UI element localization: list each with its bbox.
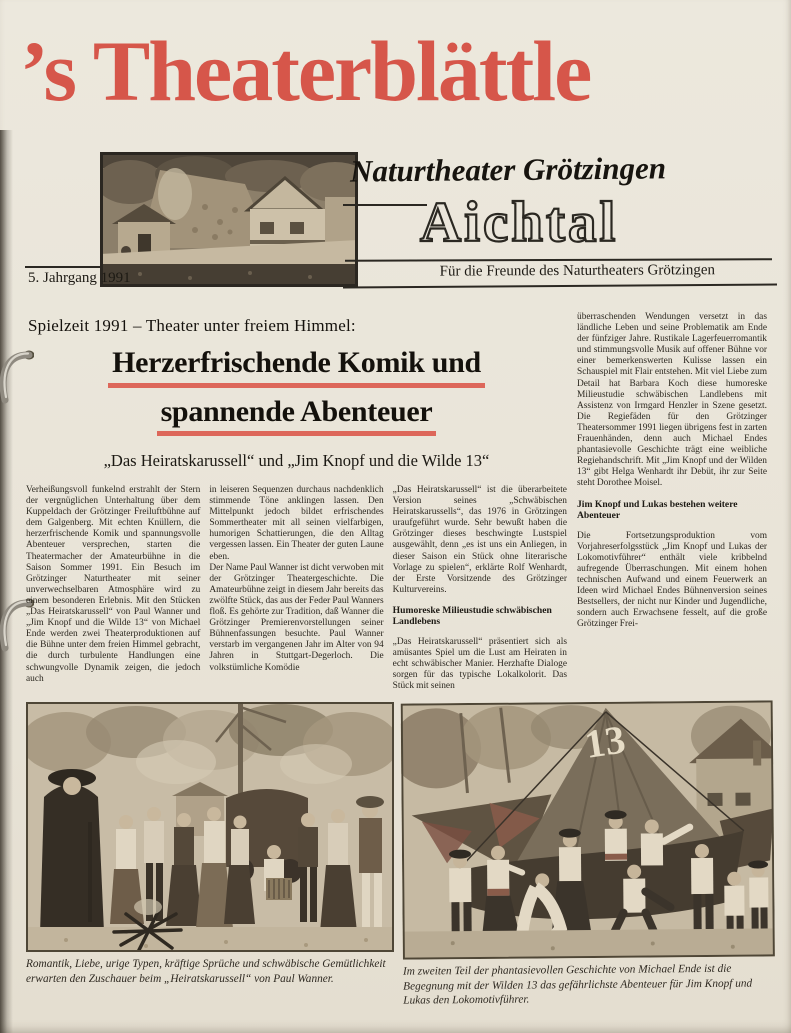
aichtal-logo: Aichtal (420, 191, 619, 254)
jim-knopf-photo (401, 701, 776, 1009)
paragraph: „Das Heiratskarussell“ präsentiert sich als amüsantes Spiel um die Lust am Heiraten in echt schwäbischer Manier. Herzhafte Dialoge sorgen für das typische Lokalkolorit. Das Stück mit seinen (392, 636, 567, 692)
newsletter-title: ’s Theaterblättle (20, 23, 591, 119)
text-column-3 (393, 485, 567, 692)
heiratskarussell-photo (26, 702, 394, 986)
subhead: „Das Heiratskarussell“ und „Jim Knopf und die Wilde 13“ (103, 451, 490, 470)
article-area (0, 306, 791, 1007)
issue-label: 5. Jahrgang 1991 (28, 270, 131, 286)
subsection-heading: Humoreske Milieustudie schwäbischen Landlebens (392, 604, 552, 628)
paragraph: Der Name Paul Wanner ist dicht verwoben mit der Grötzinger Theatergeschichte. Die Amateurbühne zeigt in diesem Jahr bereits das zwölfte Stück, das aus der Feder Paul Wanners floß. Es gehörte zur Tradition, daß Wanner die Grötzinger Premierenvorstellungen seiner Bühnenfassungen besuchte. Paul Wanner verstarb im vergangenen Jahr im Alter von 94 Jahren in Stuttgart-Degerloch. Die volkstümliche Komödie (209, 562, 384, 673)
rule-right-bottom (343, 283, 777, 288)
rule-right-top (345, 258, 772, 261)
rule-left (25, 266, 101, 268)
paragraph: „Das Heiratskarussell“ ist die überarbeitete Version seines „Schwäbischen Heiratskarussells“, das 1976 in Grötzingen uraufgeführt wurde. Sehr bewußt haben die Grötzinger dieses beschwingte Lustspiel ausgewählt, denn „es ist uns ein Anliegen, in dieser Saison ein Stück ohne literarische Vorlage zu spielen“, erklärte Rolf Wenhardt, der Erste Vorsitzende des Grötzinger Kulturvereins. (392, 485, 567, 595)
paragraph: überraschenden Wendungen versetzt in das ländliche Leben und seine Problematik am Ende der fünfziger Jahre. Rustikale Lagerfeuerromantik und stimmungsvolle Musik auf offener Bühne vor einer bemerkenswerten Kulisse lassen ein Schauspiel mit Flair entstehen. Mit viel Liebe zum Detail hat Barbara Koch diese humoreske Milieustudie schwäbischen Landlebens mit Assistenz von Irmgard Henzler in Szene gesetzt. Die Regiefäden für den Grötzinger Theatersommer 1991 liegen übrigens fest in zarten Frauenhänden, denn auch Michael Endes phantasievolle Geschichte trägt eine weibliche Regiehandschrift. Mit „Jim Knopf und der Wilden 13“ gibt Helga Wenhardt ihr Debüt, ihr zur Seite steht Dorothee Moisel. (577, 312, 767, 489)
logo-bar (343, 204, 427, 206)
photo-row (26, 702, 765, 1007)
text-column-2 (209, 485, 383, 692)
headline-line-2: spannende Abenteuer (157, 393, 437, 437)
tagline: Für die Freunde des Naturtheaters Grötzingen (439, 262, 716, 280)
kicker: Spielzeit 1991 – Theater unter freiem Himmel: (28, 316, 356, 335)
masthead-area (0, 0, 791, 306)
text-column-4 (577, 312, 767, 692)
subsection-heading: Jim Knopf und Lukas bestehen weitere Abenteuer (577, 498, 738, 521)
paragraph: in leiseren Sequenzen durchaus nachdenklich stimmende Töne anklingen lassen. Den Mittelpunkt jedoch bildet erfrischendes Sommertheater mit all seinen vielfarbigen, humorigen Schattierungen, die den Alltag vergessen lassen. Ein Theater der guten Laune eben. (209, 485, 384, 562)
headline-line-1: Herzerfrischende Komik und (108, 344, 485, 388)
paragraph: Verheißungsvoll funkelnd erstrahlt der Stern der vergnüglichen Unterhaltung über dem Kuppeldach der Grötzinger Freiluftbühne auf dem Galgenberg. Mit echten Knüllern, die herzerfrischende Komik und spannungsvolle Abenteuer versprechen, starten die Theatermacher der Amateurbühne in die Saison Sommer 1991. Ein Besuch im Grötzinger Naturtheater mit seiner unverwechselbaren Atmosphäre wird zu einem besonderen Erlebnis. Mit den Stücken „Das Heiratskarussell“ von Paul Wanner und „Jim Knopf und die Wilde 13“ von Michael Ende werden zwei Theaterproduktionen auf die Bühne unter dem freien Himmel gebracht, die durch turbulente Handlungen eine schwungvolle Dynamik zeigen, die jedoch auch (26, 485, 201, 684)
paragraph: Die Fortsetzungsproduktion vom Vorjahreserfolgsstück „Jim Knopf und Lukas der Lokomotivführer“ enthält viele kribbelnd aufregende Überraschungen. Mit einem hohen technischen Aufwand und einem Feuerwerk an Ideen wird Michael Endes Bühnenversion seines Bestsellers, der nicht nur Kinder und Jugendliche, sondern auch Erwachsene fesselt, auf die große Grötzinger Frei- (577, 530, 767, 630)
article-main (26, 314, 567, 692)
text-column-1 (26, 485, 200, 692)
headline (26, 344, 567, 441)
subtitle-script: Naturtheater Grötzingen (349, 150, 667, 189)
photo-caption-left: Romantik, Liebe, urige Typen, kräftige Sprüche und schwäbische Gemütlichkeit erwarten den Zuschauer beim „Heiratskarussell“ von Paul Wanner. (26, 958, 386, 986)
photo-caption-right: Im zweiten Teil der phantasievollen Geschichte von Michael Ende ist die Begegnung mit der Wilden 13 das gefährlichste Abenteuer für Jim Knopf und Lukas den Lokomotivführer. (402, 963, 753, 1008)
sail-number: 13 (581, 716, 629, 768)
